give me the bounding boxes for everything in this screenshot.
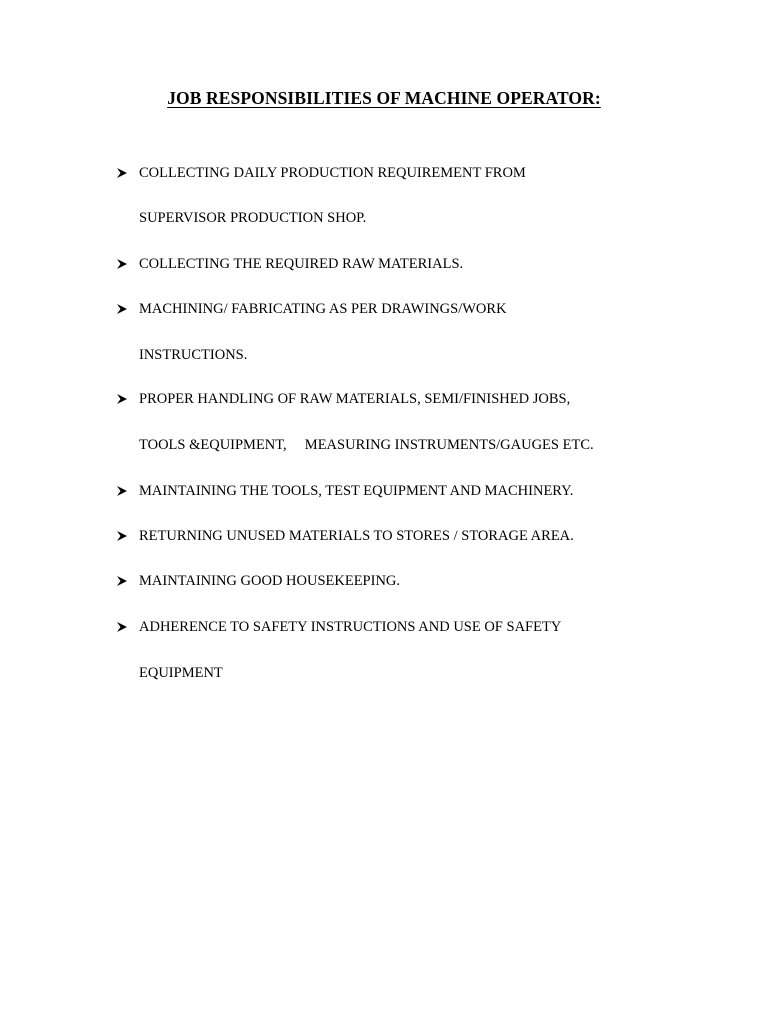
document-title: JOB RESPONSIBILITIES OF MACHINE OPERATOR: xyxy=(167,88,601,108)
list-item-line: MAINTAINING GOOD HOUSEKEEPING. xyxy=(139,573,401,589)
list-item-line: RETURNING UNUSED MATERIALS TO STORES / STORAGE AREA. xyxy=(139,528,574,544)
list-item-line: EQUIPMENT xyxy=(139,665,223,681)
arrowhead-bullet-icon xyxy=(116,485,128,497)
list-item-line: INSTRUCTIONS. xyxy=(139,347,248,363)
list-item-line: ADHERENCE TO SAFETY INSTRUCTIONS AND USE OF SAFETY xyxy=(139,619,562,635)
arrowhead-bullet-icon xyxy=(116,621,128,633)
list-item-line: PROPER HANDLING OF RAW MATERIALS, SEMI/FINISHED JOBS, xyxy=(139,391,571,407)
list-item-line: SUPERVISOR PRODUCTION SHOP. xyxy=(139,210,367,226)
arrowhead-bullet-icon xyxy=(116,393,128,405)
arrowhead-bullet-icon xyxy=(116,303,128,315)
arrowhead-bullet-icon xyxy=(116,530,128,542)
arrowhead-bullet-icon xyxy=(116,167,128,179)
list-item-line: MACHINING/ FABRICATING AS PER DRAWINGS/WORK xyxy=(139,301,507,317)
list-item-line: COLLECTING THE REQUIRED RAW MATERIALS. xyxy=(139,256,464,272)
arrowhead-bullet-icon xyxy=(116,258,128,270)
arrowhead-bullet-icon xyxy=(116,575,128,587)
list-item-line: TOOLS &EQUIPMENT, MEASURING INSTRUMENTS/GAUGES ETC. xyxy=(139,437,594,453)
list-item-line: COLLECTING DAILY PRODUCTION REQUIREMENT FROM xyxy=(139,165,526,181)
list-item-line: MAINTAINING THE TOOLS, TEST EQUIPMENT AND MACHINERY. xyxy=(139,483,574,499)
